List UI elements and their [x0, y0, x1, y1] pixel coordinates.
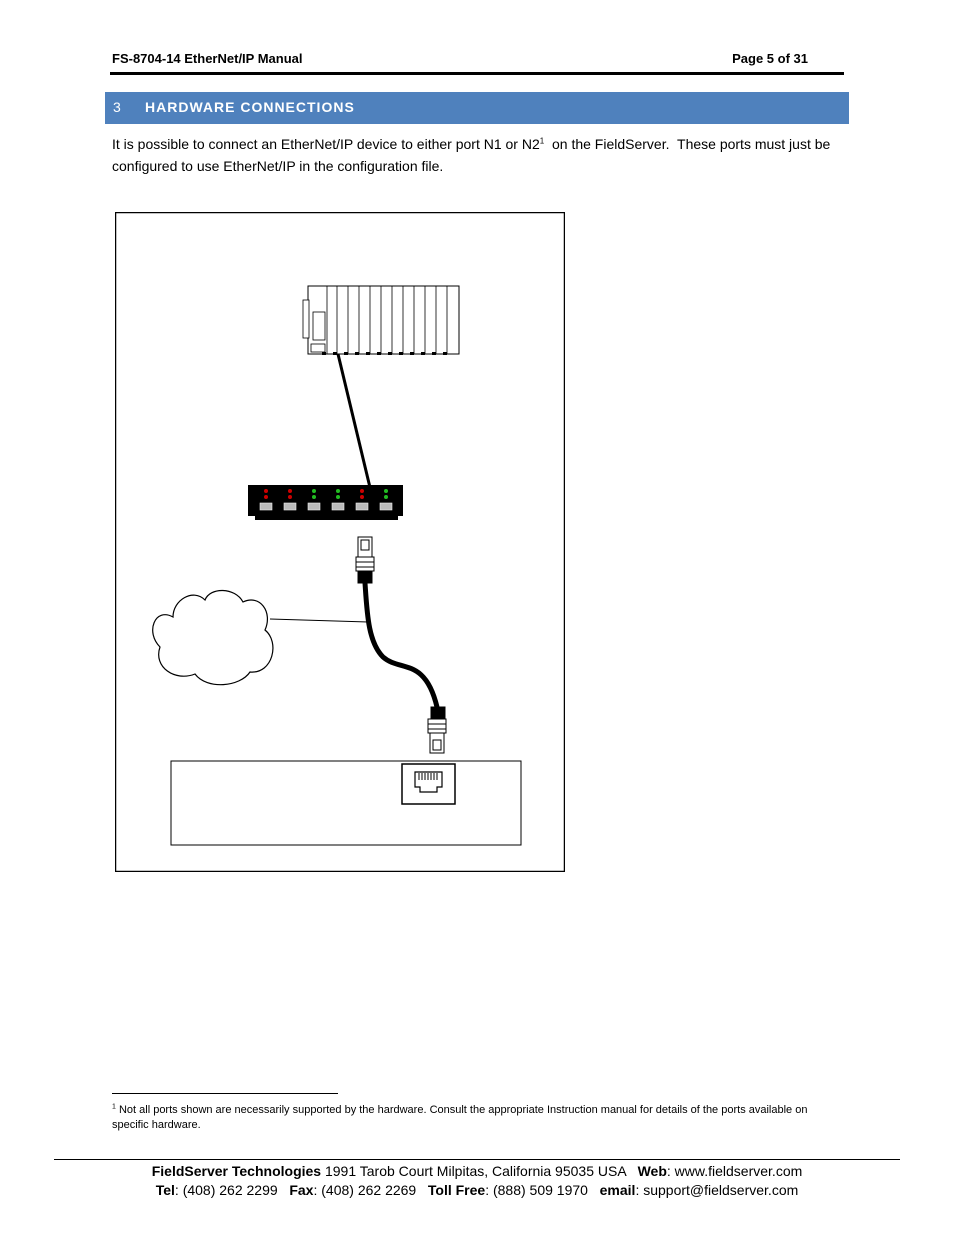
header-rule [110, 72, 844, 75]
email-label: email [599, 1182, 636, 1198]
footer-line-1 [54, 1162, 900, 1181]
footnote-separator [112, 1093, 338, 1094]
switch-led-6-upper [384, 489, 388, 493]
email-value[interactable]: : support@fieldserver.com [635, 1182, 799, 1198]
web-label: Web [637, 1163, 667, 1179]
switch-led-3-upper [312, 489, 316, 493]
rj45-plug-lower-icon [428, 707, 446, 753]
section-heading [105, 92, 849, 124]
footnote-text: Not all ports shown are necessarily supported by the hardware. Consult the appropriate Instruction manual for details of the ports available on specific hardware. [112, 1104, 808, 1131]
switch-led-4-lower [336, 495, 340, 499]
fieldserver-unit [171, 761, 521, 845]
tollfree-label: Toll Free [427, 1182, 486, 1198]
intro-paragraph [112, 133, 847, 177]
page-footer [54, 1162, 900, 1200]
company-address: 1991 Tarob Court Milpitas, California 95035 USA [321, 1163, 638, 1179]
tel-label: Tel [155, 1182, 175, 1198]
switch-led-3-lower [312, 495, 316, 499]
footnote [112, 1103, 842, 1133]
switch-led-5-upper [360, 489, 364, 493]
footer-line-2 [54, 1181, 900, 1200]
intro-text-part1: It is possible to connect an EtherNet/IP device to either port N1 or N2 [112, 136, 540, 152]
ethernet-port-icon [402, 764, 455, 804]
fax-label: Fax [289, 1182, 314, 1198]
ethernet-switch-icon [248, 485, 403, 520]
intro-text-part2: on the FieldServer. These ports must just be configured to use EtherNet/IP in the configuration file. [112, 136, 835, 174]
web-value[interactable]: : www.fieldserver.com [666, 1163, 803, 1179]
rj45-plug-upper-icon [356, 537, 374, 583]
company-name: FieldServer Technologies [151, 1163, 322, 1179]
footnote-reference[interactable]: 1 [539, 136, 545, 146]
switch-led-5-lower [360, 495, 364, 499]
switch-led-2-upper [288, 489, 292, 493]
footer-rule [54, 1159, 900, 1160]
tollfree-value: : (888) 509 1970 [485, 1182, 600, 1198]
switch-led-1-lower [264, 495, 268, 499]
page-number: Page 5 of 31 [732, 51, 808, 66]
switch-led-1-upper [264, 489, 268, 493]
document-title: FS-8704-14 EtherNet/IP Manual [112, 51, 303, 66]
fax-value: : (408) 262 2269 [313, 1182, 428, 1198]
footnote-mark: 1 [112, 1103, 116, 1111]
connection-diagram [115, 212, 565, 872]
plc-device-icon [303, 286, 459, 355]
tel-value: : (408) 262 2299 [174, 1182, 290, 1198]
switch-led-6-lower [384, 495, 388, 499]
section-number: 3 [113, 99, 121, 115]
switch-led-2-lower [288, 495, 292, 499]
section-title: HARDWARE CONNECTIONS [145, 99, 355, 115]
switch-led-4-upper [336, 489, 340, 493]
